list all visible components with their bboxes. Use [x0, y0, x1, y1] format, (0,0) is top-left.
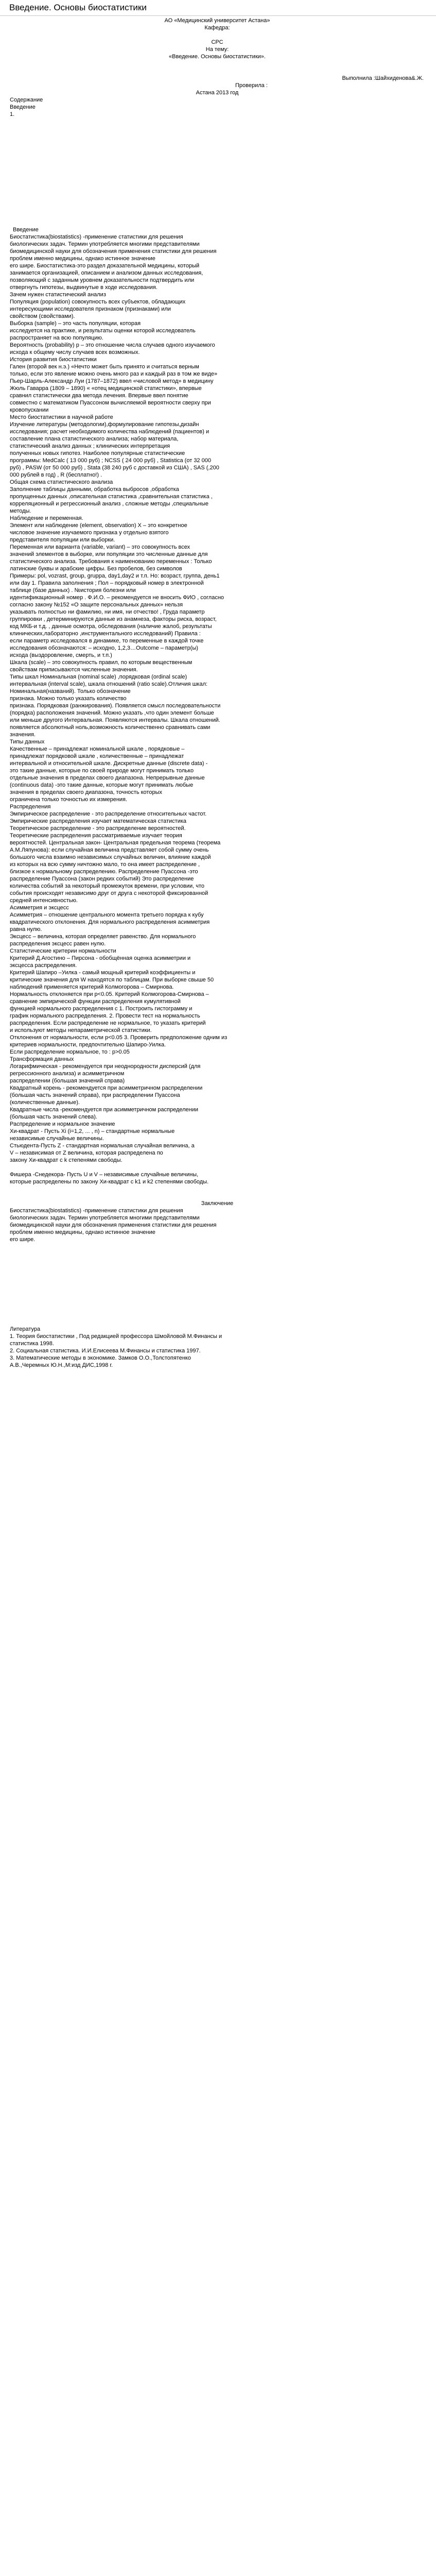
document-body: [0, 16, 436, 1369]
text-line: сравнил статистически два метода лечения. Впервые ввел понятие: [10, 393, 188, 399]
text-line: Логарифмическая - рекомендуется при неоднородности дисперсий (для: [10, 1063, 201, 1070]
text-line: группировки , детерминируются данные из анамнеза, факторы риска, возраст,: [10, 616, 217, 622]
text-line: полученных новых гипотез. Наиболее популярные статистические: [10, 450, 185, 456]
text-line: корреляционный и регрессионный анализ , сложные методы ,специальные: [10, 501, 208, 507]
text-line: значений элементов в выборке, или популяции это численные данные для: [10, 551, 208, 557]
text-line: Эмпирические распределения изучает математическая статистика: [10, 818, 187, 824]
text-line: Гален (второй век н.э.) «Нечто может быть принято и считаться верным: [10, 364, 199, 370]
text-line: распределении (большая значений справа): [10, 1078, 125, 1084]
text-line: (порядка) расположения значений. Можно указать ,что один элемент больше: [10, 710, 214, 716]
intro-heading: Введение: [13, 227, 39, 233]
literature-item: 3. Математические методы в экономике. Замков О.О.,Толстопятенко: [10, 1355, 191, 1361]
literature-heading: Литература: [10, 1326, 41, 1332]
text-line: исхода к общему числу случаев всех возможных.: [10, 349, 140, 355]
text-line: исследуется на практике, и результаты оценки которой исследователь: [10, 328, 196, 334]
text-line: биомедицинской науки для обозначения применения статистики для решения: [10, 1222, 217, 1228]
text-line: наблюдений применяется критерий Колмогорова – Смирнова.: [10, 984, 174, 990]
text-line: код МКБ-и т.д. , данные осмотра, обследования (наличие жалоб, результаты: [10, 623, 212, 630]
text-line: Асимметрия и эксцесс: [10, 905, 69, 911]
text-line: таблице (базе данных) . №история болезни или: [10, 587, 136, 594]
text-line: Эксцесс – величина, которая определяет равенство. Для нормального: [10, 934, 196, 940]
text-line: пропущенных данных ,описательная статистика ,сравнительная статистика ,: [10, 494, 213, 500]
text-line: распределения. Если распределение не нормальное, то указать критерий: [10, 1020, 206, 1026]
text-line: критические значения для W находятся по таблицам. При выборке свыше 50: [10, 977, 214, 983]
text-line: Трансформация данных: [10, 1056, 74, 1062]
text-line: Элемент или наблюдение (element, observation) Х – это конкретное: [10, 522, 187, 529]
text-line: биологических задач. Термин употребляется многими представителями: [10, 1215, 200, 1221]
text-line: Асимметрия – отношение центрального момента третьего порядка к кубу: [10, 912, 204, 918]
toc-item: Введение: [10, 104, 36, 110]
text-line: проблем именно медицины, однако истинное значение: [10, 1229, 155, 1235]
text-line: руб) , PASW (от 50 000 руб) , Stata (38 240 руб с доставкой из США) , SAS (,200: [10, 465, 219, 471]
text-line: значения в пределах своего диапазона, точность которых: [10, 789, 162, 795]
text-line: Качественные – принадлежат номинальной шкале , порядковые –: [10, 746, 185, 752]
toc-item: 1.: [10, 111, 15, 117]
text-line: вероятностей. Центральная закон- Центральная предельная теорема (теорема: [10, 840, 221, 846]
text-line: Теоретическое распределение - это распределение вероятностей.: [10, 825, 186, 832]
table-of-contents: [10, 96, 425, 118]
text-line: или day 1. Правила заполнения ; Пол – порядковый номер в электронной: [10, 580, 204, 586]
text-line: биологических задач. Термин употребляется многими представителями: [10, 241, 200, 247]
text-line: согласно закону №152 «О защите персональных данных» нельзя: [10, 602, 183, 608]
text-line: равна нулю.: [10, 926, 42, 933]
literature-item: 2. Социальная статистика. И.И.Елисеева М.Финансы и статистика 1997.: [10, 1348, 201, 1354]
text-line: биомедицинской науки для обозначения применения статистики для решения: [10, 248, 217, 255]
text-line: Пьер-Шарль-Александр Луи (1787–1872) ввел «числовой метод» в медицину: [10, 378, 214, 384]
text-line: Переменная или варианта (variable, variant) – это совокупность всех: [10, 544, 190, 550]
text-line: принадлежат порядковой шкале , количественные – принадлежат: [10, 753, 184, 759]
text-line: идентификационный номер . Ф.И.О. – рекомендуется не вносить ФИО , согласно: [10, 595, 224, 601]
text-line: или меньше другого Интервальная. Появляются интервалы. Шкала отношений.: [10, 717, 220, 723]
text-line: интервальной и относительной шкале. Дискретные данные (discrete data) -: [10, 760, 208, 767]
text-line: представителя популяции или выборки.: [10, 537, 115, 543]
text-line: числовое значение изучаемого признака у отдельно взятого: [10, 530, 169, 536]
text-line: V – независимая от Z величина, которая распределена по: [10, 1150, 163, 1156]
text-line: появляется абсолютный ноль,возможность количественно сравнивать сами: [10, 724, 211, 731]
text-line: признака. Можно только указать количество: [10, 696, 127, 702]
text-line: Эмпирическое распределение - это распределение относительных частот.: [10, 811, 207, 817]
text-line: большого числа взаимно независимых случайных величин, влияние каждой: [10, 854, 211, 860]
text-line: программы: MedCalc ( 13 000 руб) ; NCSS ( 24 000 руб) , Statistica (от 32 000: [10, 457, 211, 464]
checked-by: Проверила :: [235, 82, 268, 89]
text-line: Типы данных: [10, 739, 45, 745]
text-line: свойством (свойствами).: [10, 313, 75, 319]
text-line: график нормального распределения. 2. Провести тест на нормальность: [10, 1013, 200, 1019]
text-line: функцией нормального распределения с 1. Построить гистограмму и: [10, 1006, 193, 1012]
text-line: указывать полностью ни фамилию, ни имя, ни отчество! , Груда параметр: [10, 609, 205, 615]
text-line: это такие данные, которые по своей природе могут принимать только: [10, 768, 194, 774]
work-type: СРС: [211, 39, 223, 45]
title-page: [10, 16, 425, 96]
text-line: квадратического отклонения. Для нормального распределения асимметрия: [10, 919, 210, 925]
text-line: его шире.: [10, 1236, 36, 1243]
text-line: Вероятность (probability) р – это отношение числа случаев одного изучаемого: [10, 342, 215, 348]
text-line: ограничена только точностью их измерения.: [10, 796, 128, 803]
performed-by: Выполнила :Шайхиденова&.Ж.: [342, 75, 424, 81]
text-line: которые распределены по закону Хи-квадрат с k1 и k2 степенями свободы.: [10, 1179, 209, 1185]
text-line: Выборка (sample) – это часть популяции, которая: [10, 320, 141, 327]
literature-item: статистика 1998.: [10, 1341, 54, 1347]
text-line: Биостатистика(biostatistics) -применение статистики для решения: [10, 1208, 183, 1214]
text-line: закону Хи-квадрат с k степенями свободы.: [10, 1157, 123, 1163]
text-line: Зачем нужен статистический анализ: [10, 292, 106, 298]
text-line: и используют методы непараметрической статистики.: [10, 1027, 152, 1033]
text-line: Жюль Гаварра (1809 – 1890) « «отец медицинской статистики», впервые: [10, 385, 202, 392]
text-line: интервальная (interval scale), шкала отношений (ratio scale).Отличия шкал:: [10, 681, 208, 687]
text-line: 000 рублей в год) , R (бесплатно!) .: [10, 472, 102, 478]
text-line: Наблюдение и переменная.: [10, 515, 83, 521]
text-line: Изучение литературы (методологии),формулирование гипотезы,дизайн: [10, 421, 199, 428]
text-line: проблем именно медицины, однако истинное значение: [10, 256, 155, 262]
text-line: Критерий Д.Агостино – Пирсона - обобщённая оценка асимметрии и: [10, 955, 191, 961]
text-line: статистический анализ данных ; клинических интерпретация: [10, 443, 170, 449]
text-line: А.М.Ляпунова): если случайная величина представляет собой сумму очень: [10, 847, 209, 853]
text-line: его шире. Биостатистика-это раздел доказательной медицины, который: [10, 263, 200, 269]
text-line: события происходят независимо друг от друга с некоторой фиксированной: [10, 890, 208, 896]
text-line: эксцесса распределения.: [10, 962, 77, 969]
text-line: позволяющий с заданным уровнем доказательности подтвердить или: [10, 277, 195, 283]
text-line: Номинальная(названий). Только обозначение: [10, 688, 131, 694]
text-line: отдельные значения в пределах своего диапазона. Непрерывные данные: [10, 775, 205, 781]
text-line: исследования; расчет необходимого количества наблюдений (пациентов) и: [10, 429, 210, 435]
text-line: Типы шкал Номинальная (nominal scale) ,порядковая (ordinal scale): [10, 674, 187, 680]
text-line: свойствам приписываются численные значения.: [10, 667, 138, 673]
text-line: (количественные данные).: [10, 1099, 80, 1106]
text-line: Отклонения от нормальности, если p<0.05 3. Проверить предположение одним из: [10, 1035, 228, 1041]
literature-item: А.В.,Черемных Ю.Н.,М:изд ДИС,1998 г.: [10, 1362, 113, 1368]
document-title: Введение. Основы биостатистики: [9, 3, 147, 12]
topic-label: На тему:: [205, 46, 229, 53]
text-line: Квадратный корень - рекомендуется при асимметричном распределении: [10, 1085, 203, 1091]
text-line: Место биостатистики в научной работе: [10, 414, 113, 420]
text-line: латинские буквы и арабские цифры. Без пробелов, без символов: [10, 566, 182, 572]
literature-list: [10, 1333, 425, 1369]
text-line: регрессионного анализа) и асимметричном: [10, 1071, 125, 1077]
text-line: сравнение эмпирической функции распределения кумулятивной: [10, 998, 181, 1005]
text-line: отвергнуть гипотезы, выдвинутые в ходе исследования.: [10, 284, 158, 291]
text-line: кровопускании: [10, 407, 49, 413]
text-line: Стьюдента-Пусть Z - стандартная нормальная случайная величина, а: [10, 1143, 195, 1149]
text-line: Квадратные числа -рекомендуется при асимметричном распределении: [10, 1107, 199, 1113]
text-line: независимые случайные величины.: [10, 1136, 104, 1142]
text-line: Статистические критерии нормальности: [10, 948, 116, 954]
text-line: составление плана статистического анализа; набор материала,: [10, 436, 179, 442]
text-line: методы.: [10, 508, 31, 514]
text-line: количества событий за некоторый промежуток времени, при условии, что: [10, 883, 205, 889]
text-line: распределения эксцесс равен нулю.: [10, 941, 106, 947]
text-line: (большая часть значений слева).: [10, 1114, 97, 1120]
text-line: Примеры: pol, vozrast, group, gruppa, day1,day2 и т.п. Но: возраст, группа, день1: [10, 573, 220, 579]
text-line: статистического анализа. Требования к наименованию переменных : Только: [10, 558, 212, 565]
text-line: совместно с математиком Пуассоном вычисляемой вероятности сверху при: [10, 400, 211, 406]
text-line: распределение Пуассона (закон редких событий) Это распределение: [10, 876, 194, 882]
text-line: критериев нормальности, предпочтительно Шапиро-Уилка.: [10, 1042, 166, 1048]
text-line: близкое к нормальному распределению. Распределение Пуассона -это: [10, 869, 198, 875]
topic-title: «Введение. Основы биостатистики».: [169, 54, 266, 60]
document-title-bar: [0, 0, 436, 16]
text-line: Критерий Шапиро –Уилка - самый мощный критерий коэффициенты и: [10, 970, 196, 976]
text-line: признака. Порядковая (ранжирования). Появляется смысл последовательности: [10, 703, 221, 709]
text-line: распространяет на всю популяцию.: [10, 335, 103, 341]
text-line: Биостатистика(biostatistics) -применение статистики для решения: [10, 234, 183, 240]
text-line: (continuous data) -это такие данные, которые могут принимать любые: [10, 782, 194, 788]
text-line: Шкала (scale) – это совокупность правил, по которым вещественным: [10, 659, 193, 666]
literature-item: 1. Теория биостатистики , Под редакцией профессора Шмойловой М.Финансы и: [10, 1333, 222, 1340]
text-line: исследования обозначаются: – исходно, 1,2,3…Outcome – параметр(ы): [10, 645, 198, 651]
text-line: только, если это явление можно очень много раз и каждый раз в том же виде»: [10, 371, 218, 377]
text-line: Хи-квадрат - Пусть Xi (i=1,2, ... , n) – стандартные нормальные: [10, 1128, 175, 1134]
fisher-text: [10, 1171, 425, 1185]
text-line: средней интенсивностью.: [10, 897, 78, 904]
toc-label: Содержание: [10, 97, 43, 103]
text-line: значения.: [10, 732, 36, 738]
text-line: интересующими исследователя признаком (признаками) или: [10, 306, 171, 312]
text-line: История развития биостатистики: [10, 357, 97, 363]
text-line: Распределения: [10, 804, 51, 810]
text-line: (большая часть значений справа), при распределении Пуассона: [10, 1092, 180, 1098]
city-year: Астана 2013 год: [196, 90, 239, 96]
conclusion-heading: Заключение: [201, 1200, 234, 1207]
text-line: Если распределение нормальное, то : p>0.05: [10, 1049, 130, 1055]
text-line: исхода (выздоровление, смерть, и т.п.): [10, 652, 112, 658]
text-line: Теоретические распределения рассматриваемые изучает теория: [10, 833, 182, 839]
department-label: Кафедра:: [204, 25, 230, 31]
text-line: Распределение и нормальное значение: [10, 1121, 115, 1127]
institution-name: АО «Медицинский университет Астана»: [164, 18, 270, 24]
text-line: Нормальность отклоняется при p<0.05. Критерий Колмогорова-Смирнова –: [10, 991, 209, 997]
text-line: клинических,лабораторно ,инструментального исследований) Правила :: [10, 631, 201, 637]
text-line: Фишера -Снедекора- Пусть U и V – независимые случайные величины,: [10, 1172, 199, 1178]
text-line: занимается организацией, описанием и анализом данных исследования,: [10, 270, 203, 276]
main-text: [10, 233, 425, 1164]
text-line: Заполнение таблицы данными, обработка выбросов ,обработка: [10, 486, 179, 493]
text-line: Общая схема статистического анализа: [10, 479, 113, 485]
text-line: из которых на всю сумму ничтожно мало, то она имеет распределение ,: [10, 861, 200, 868]
text-line: Популяция (population) совокупность всех субъектов, обладающих: [10, 299, 186, 305]
conclusion-text: [10, 1207, 425, 1243]
text-line: если параметр исследовался в динамике, то переменные в каждой точке: [10, 638, 204, 644]
